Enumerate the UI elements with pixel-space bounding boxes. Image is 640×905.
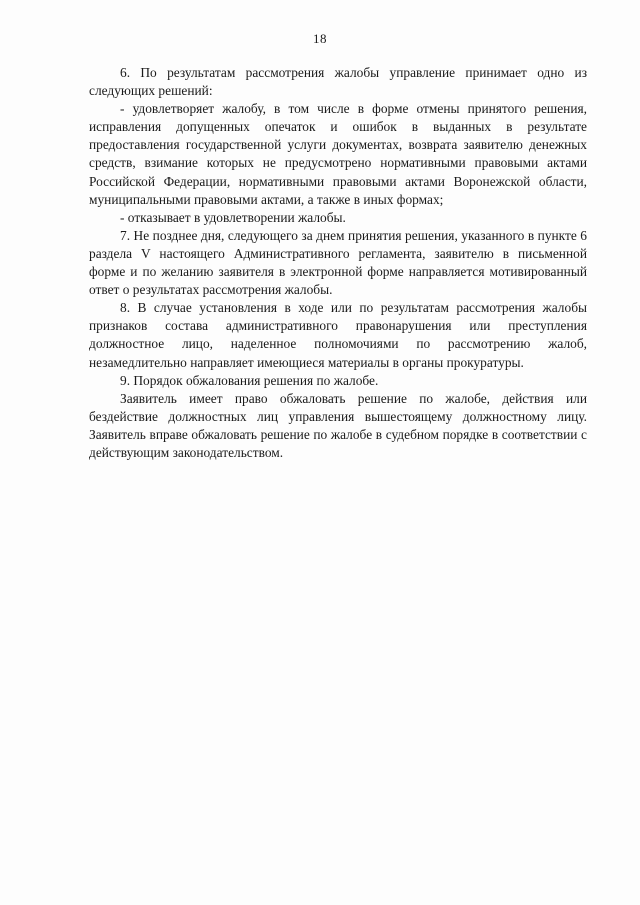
paragraph-8: 8. В случае установления в ходе или по результатам рассмотрения жалобы признаков состава административного правонарушения или преступления должностное лицо, наделенное полномочиями по рассмотрению жалоб, незамедлительно направляет имеющиеся материалы в органы прокуратуры.: [89, 300, 587, 370]
page-number: 18: [313, 31, 327, 46]
paragraph-6-option-satisfy: - удовлетворяет жалобу, в том числе в форме отмены принятого решения, исправления допущенных опечаток и ошибок в выданных в результате предоставления государственной услуги документах, возврата заявителю денежных средств, взимание которых не предусмотрено нормативными правовыми актами Российской Федерации, нормативными правовыми актами Воронежской области, муниципальными правовыми актами, а также в иных формах;: [89, 101, 587, 207]
paragraph-6-option-refuse: - отказывает в удовлетворении жалобы.: [120, 209, 346, 225]
paragraph-9: 9. Порядок обжалования решения по жалобе.: [120, 372, 379, 388]
paragraph-9-appeal-right: Заявитель имеет право обжаловать решение по жалобе, действия или бездействие должностных лиц управления вышестоящему должностному лицу. Заявитель вправе обжаловать решение по жалобе в судебном порядке в соответствии с действующим законодательством.: [89, 390, 587, 460]
document-body: [89, 64, 587, 462]
paragraph-7: 7. Не позднее дня, следующего за днем принятия решения, указанного в пункте 6 раздела V настоящего Административного регламента, заявителю в письменной форме и по желанию заявителя в электронной форме направляется мотивированный ответ о результатах рассмотрения жалобы.: [89, 227, 587, 298]
paragraph-6: 6. По результатам рассмотрения жалобы управление принимает одно из следующих решений:: [89, 65, 587, 99]
